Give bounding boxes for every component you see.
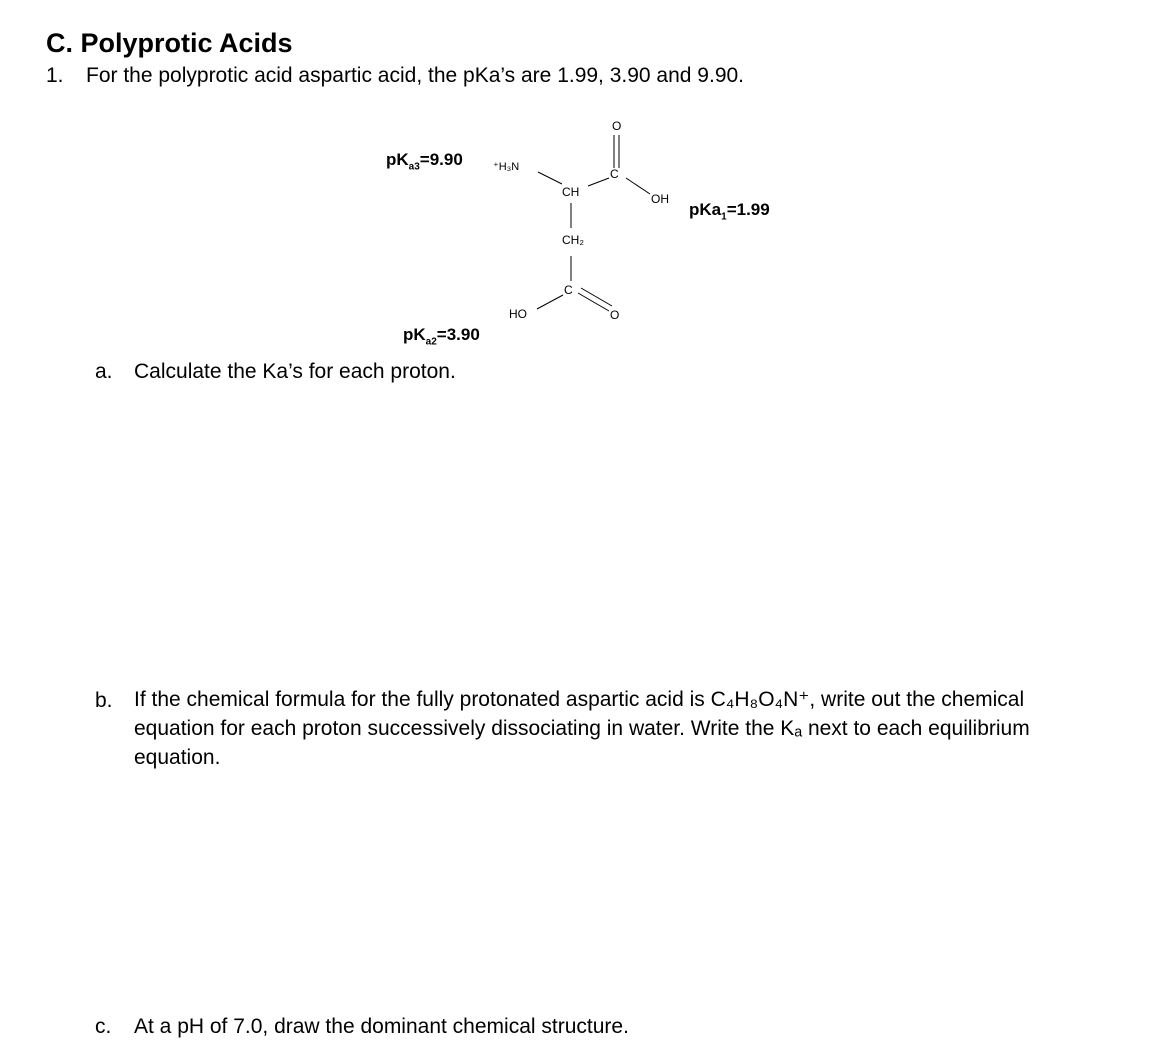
question-number: 1.: [46, 64, 64, 87]
part-b-text: If the chemical formula for the fully protonated aspartic acid is C₄H₈O₄N⁺, write out the chemical equation for each proton successively dissociating in water. Write the Kₐ next to each equilibrium equation.: [134, 688, 1030, 769]
pka1-label: pKa$_1$=1.99: [689, 200, 770, 223]
carbonyl-oxygen-label: O: [612, 119, 622, 133]
pka3-label: $pK_{a3}=9.90$: [386, 150, 463, 173]
hydroxyl-label: OH: [651, 192, 669, 206]
part-a-text: Calculate the Ka’s for each proton.: [134, 360, 456, 383]
part-a-letter: a.: [95, 360, 113, 383]
alpha-carbon-label: CH: [562, 185, 580, 199]
side-chain-carbon-label: C: [564, 283, 573, 297]
methylene-label: CH₂: [562, 233, 584, 247]
part-b-letter: b.: [95, 689, 113, 712]
side-chain-oxygen-label: O: [610, 308, 620, 322]
section-title: C. Polyprotic Acids: [46, 28, 293, 58]
carboxyl-carbon-label: C: [610, 167, 619, 181]
question-text: For the polyprotic acid aspartic acid, the pKa’s are 1.99, 3.90 and 9.90.: [86, 64, 745, 87]
pka2-label: $pK_{a2}=3.90$: [403, 325, 480, 348]
side-chain-hydroxyl-label: HO: [509, 307, 527, 321]
part-c-letter: c.: [95, 1015, 112, 1038]
ammonium-group-label: ⁺H₃N: [493, 161, 520, 173]
part-c-text: At a pH of 7.0, draw the dominant chemical structure.: [134, 1015, 629, 1038]
